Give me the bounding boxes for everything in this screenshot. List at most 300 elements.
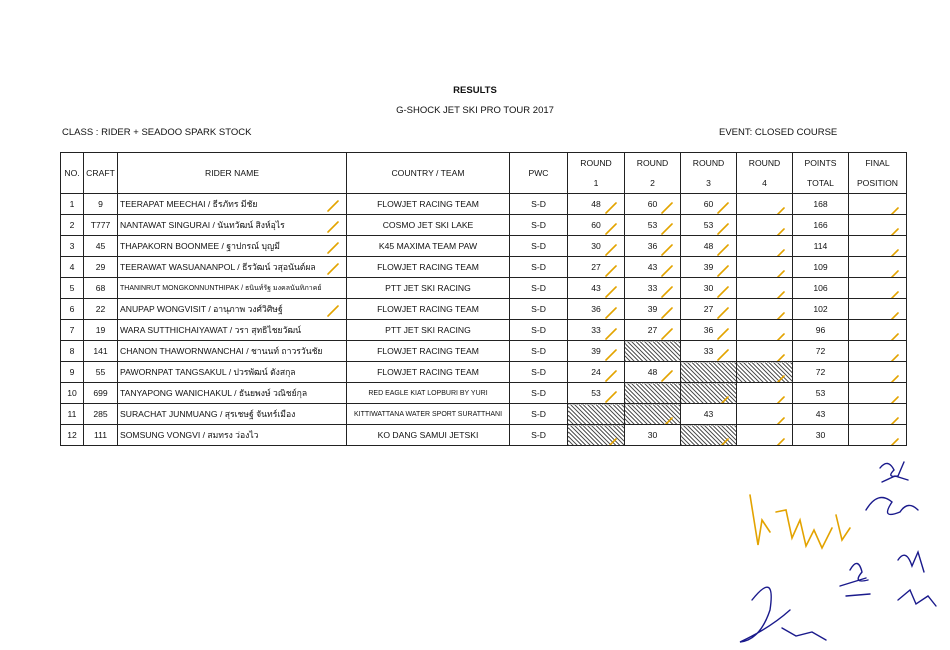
check-mark-icon (326, 262, 340, 276)
cell-points-total-text: 109 (813, 262, 828, 272)
cell-round-4 (737, 299, 793, 320)
cell-final-position (849, 215, 907, 236)
cell-round-2-text: 33 (647, 283, 658, 293)
check-mark-icon (604, 222, 618, 236)
cell-pwc (510, 215, 568, 236)
check-mark-icon (772, 269, 786, 278)
check-mark-icon (660, 416, 674, 425)
cell-rider-text: NANTAWAT SINGURAI / นันทวัฒน์ สิงห์อุไร (120, 220, 285, 230)
cell-pwc-text: S-D (531, 262, 546, 272)
cell-round-1 (568, 320, 625, 341)
check-mark-icon (772, 248, 786, 257)
cell-rider-text: WARA SUTTHICHAIYAWAT / วรา สุทธิไชยวัฒน์ (120, 325, 302, 335)
cell-craft (84, 194, 118, 215)
cell-pwc (510, 341, 568, 362)
cell-craft-text: 699 (93, 388, 108, 398)
event-name: G-SHOCK JET SKI PRO TOUR 2017 (396, 105, 554, 116)
table-row (61, 362, 907, 383)
cell-round-1-text: 48 (591, 199, 601, 209)
cell-craft (84, 383, 118, 404)
table-row (61, 236, 907, 257)
cell-rider (118, 278, 347, 299)
cell-round-3 (681, 383, 737, 404)
cell-team-text: KO DANG SAMUI JETSKI (377, 430, 479, 440)
check-mark-icon (772, 374, 786, 383)
cell-pwc (510, 383, 568, 404)
cell-points-total-text: 30 (815, 430, 826, 440)
col-points: POINTS (793, 153, 849, 174)
cell-craft-text: 9 (98, 199, 103, 209)
cell-team (347, 383, 510, 404)
cell-round-3 (681, 257, 737, 278)
cell-pwc (510, 320, 568, 341)
cell-no-text: 1 (69, 199, 75, 209)
cell-team (347, 425, 510, 446)
cell-round-2 (625, 194, 681, 215)
check-mark-icon (604, 201, 618, 215)
cell-round-1-text: 53 (591, 388, 601, 398)
cell-team-text: FLOWJET RACING TEAM (377, 262, 479, 272)
cell-round-1 (568, 215, 625, 236)
cell-no (61, 236, 84, 257)
cell-round-4 (737, 425, 793, 446)
cell-round-3 (681, 215, 737, 236)
cell-points-total (793, 320, 849, 341)
cell-round-1-text: 36 (591, 304, 601, 314)
cell-points-total-text: 72 (815, 346, 826, 356)
check-mark-icon (772, 437, 786, 446)
cell-round-2 (625, 257, 681, 278)
cell-round-3 (681, 278, 737, 299)
check-mark-icon (772, 353, 786, 362)
cell-pwc-text: S-D (531, 388, 546, 398)
cell-final-position (849, 425, 907, 446)
cell-rider-text: TEERAWAT WASUANANPOL / ธีรวัฒน์ วสุอนันต์ผล (120, 262, 316, 272)
cell-round-4 (737, 383, 793, 404)
table-row (61, 425, 907, 446)
cell-craft-text: 111 (93, 430, 108, 440)
cell-round-1 (568, 257, 625, 278)
cell-round-4 (737, 278, 793, 299)
check-mark-icon (660, 285, 674, 299)
cell-no (61, 215, 84, 236)
cell-round-2-text: 53 (647, 220, 658, 230)
cell-craft (84, 404, 118, 425)
col-pwc: PWC (510, 153, 568, 194)
cell-rider (118, 341, 347, 362)
cell-round-2-text: 36 (647, 241, 658, 251)
cell-craft-text: 285 (93, 409, 108, 419)
cell-points-total-text: 72 (815, 367, 826, 377)
cell-round-3-text: 27 (703, 304, 714, 314)
check-mark-icon (886, 269, 900, 278)
cell-rider-text: CHANON THAWORNWANCHAI / ชานนท์ ถาวรวันชัย (120, 346, 323, 356)
check-mark-icon (886, 311, 900, 320)
col-round1: ROUND (568, 153, 625, 174)
cell-craft-text: T777 (90, 220, 111, 230)
col-team: COUNTRY / TEAM (347, 153, 510, 194)
cell-final-position (849, 320, 907, 341)
cell-final-position (849, 362, 907, 383)
cell-rider (118, 425, 347, 446)
cell-rider-text: TANYAPONG WANICHAKUL / ธันยพงษ์ วณิชย์กุล (120, 388, 308, 398)
check-mark-icon (716, 348, 730, 362)
cell-round-3-text: 60 (703, 199, 714, 209)
cell-no (61, 299, 84, 320)
cell-no-text: 4 (69, 262, 75, 272)
check-mark-icon (326, 304, 340, 318)
cell-no (61, 404, 84, 425)
cell-round-4 (737, 320, 793, 341)
cell-rider-text: SOMSUNG VONGVI / สมทรง ว่องไว (120, 430, 259, 440)
cell-no-text: 12 (67, 430, 77, 440)
cell-round-2 (625, 341, 681, 362)
cell-rider-text: THAPAKORN BOONMEE / ฐาปกรณ์ บุญมี (120, 241, 280, 251)
cell-round-2 (625, 236, 681, 257)
cell-round-3-text: 53 (703, 220, 714, 230)
check-mark-icon (604, 306, 618, 320)
col-round3: ROUND (681, 153, 737, 174)
cell-points-total (793, 257, 849, 278)
check-mark-icon (772, 311, 786, 320)
cell-round-1-text: 43 (591, 283, 601, 293)
cell-round-2-text: 27 (647, 325, 658, 335)
cell-round-1 (568, 383, 625, 404)
results-table (60, 152, 907, 446)
cell-pwc (510, 278, 568, 299)
cell-round-4 (737, 257, 793, 278)
cell-round-3-text: 48 (703, 241, 714, 251)
cell-round-3-text: 39 (703, 262, 714, 272)
cell-round-1-text: 30 (591, 241, 601, 251)
cell-no (61, 362, 84, 383)
cell-rider-text: THANINRUT MONGKONNUNTHIPAK / ธนินท์รัฐ มงคลนันทิภาคย์ (120, 284, 322, 292)
check-mark-icon (886, 227, 900, 236)
cell-points-total (793, 383, 849, 404)
cell-round-3 (681, 299, 737, 320)
cell-points-total (793, 362, 849, 383)
cell-pwc-text: S-D (531, 430, 546, 440)
cell-round-3 (681, 362, 737, 383)
cell-round-3 (681, 425, 737, 446)
cell-no (61, 425, 84, 446)
check-mark-icon (886, 395, 900, 404)
cell-points-total-text: 114 (813, 241, 828, 251)
check-mark-icon (772, 332, 786, 341)
cell-pwc-text: S-D (531, 241, 546, 251)
cell-pwc (510, 257, 568, 278)
cell-round-3-text: 43 (703, 409, 714, 419)
cell-final-position (849, 341, 907, 362)
cell-pwc-text: S-D (531, 325, 546, 335)
cell-team-text: KITTIWATTANA WATER SPORT SURATTHANI (353, 410, 503, 418)
cell-round-1 (568, 299, 625, 320)
cell-craft (84, 278, 118, 299)
cell-no (61, 341, 84, 362)
check-mark-icon (886, 437, 900, 446)
cell-no-text: 10 (67, 388, 77, 398)
cell-pwc (510, 299, 568, 320)
cell-round-4 (737, 194, 793, 215)
cell-round-3 (681, 194, 737, 215)
cell-points-total-text: 96 (815, 325, 826, 335)
cell-round-4 (737, 404, 793, 425)
cell-points-total-text: 102 (813, 304, 828, 314)
cell-round-1 (568, 404, 625, 425)
cell-no-text: 3 (69, 241, 75, 251)
check-mark-icon (660, 327, 674, 341)
cell-round-2-text: 30 (647, 430, 658, 440)
col-no: NO. (61, 153, 84, 194)
cell-pwc (510, 362, 568, 383)
cell-team (347, 341, 510, 362)
cell-team (347, 236, 510, 257)
cell-points-total-text: 168 (813, 199, 828, 209)
table-row (61, 194, 907, 215)
cell-no (61, 320, 84, 341)
cell-team-text: FLOWJET RACING TEAM (377, 199, 479, 209)
cell-no-text: 9 (69, 367, 75, 377)
cell-team-text: PTT JET SKI RACING (385, 283, 471, 293)
cell-points-total (793, 341, 849, 362)
cell-team (347, 215, 510, 236)
check-mark-icon (604, 348, 618, 362)
cell-round-3-text: 33 (703, 346, 714, 356)
col-rider: RIDER NAME (118, 153, 347, 194)
cell-round-1-text: 24 (591, 367, 601, 377)
cell-craft (84, 236, 118, 257)
check-mark-icon (772, 206, 786, 215)
col-position: POSITION (849, 173, 907, 194)
check-mark-icon (660, 306, 674, 320)
event-label: EVENT: CLOSED COURSE (719, 127, 838, 138)
cell-craft (84, 320, 118, 341)
cell-rider (118, 194, 347, 215)
cell-craft-text: 22 (95, 304, 106, 314)
cell-no-text: 2 (69, 220, 75, 230)
table-row (61, 215, 907, 236)
cell-round-4 (737, 362, 793, 383)
cell-pwc (510, 404, 568, 425)
check-mark-icon (660, 222, 674, 236)
cell-round-2 (625, 320, 681, 341)
check-mark-icon (716, 222, 730, 236)
cell-team-text: PTT JET SKI RACING (385, 325, 471, 335)
cell-round-2 (625, 383, 681, 404)
cell-pwc (510, 236, 568, 257)
cell-rider (118, 362, 347, 383)
table-row (61, 404, 907, 425)
cell-craft-text: 55 (95, 367, 106, 377)
cell-rider-text: SURACHAT JUNMUANG / สุรเชษฐ์ จันทร์เมือง (120, 409, 296, 419)
cell-no-text: 11 (67, 409, 77, 419)
check-mark-icon (604, 390, 618, 404)
check-mark-icon (604, 327, 618, 341)
cell-craft (84, 215, 118, 236)
cell-round-2-text: 43 (647, 262, 658, 272)
cell-rider (118, 404, 347, 425)
col-round3-num: 3 (681, 173, 737, 194)
cell-round-1 (568, 236, 625, 257)
cell-final-position (849, 404, 907, 425)
cell-final-position (849, 278, 907, 299)
check-mark-icon (772, 227, 786, 236)
check-mark-icon (716, 306, 730, 320)
cell-no (61, 194, 84, 215)
cell-team (347, 320, 510, 341)
check-mark-icon (604, 243, 618, 257)
cell-round-3 (681, 341, 737, 362)
check-mark-icon (326, 241, 340, 255)
cell-pwc-text: S-D (531, 199, 546, 209)
cell-team (347, 362, 510, 383)
col-round2: ROUND (625, 153, 681, 174)
check-mark-icon (886, 353, 900, 362)
results-title: RESULTS (453, 85, 497, 96)
cell-round-3-text: 30 (703, 283, 714, 293)
cell-round-1 (568, 425, 625, 446)
check-mark-icon (660, 369, 674, 383)
cell-final-position (849, 299, 907, 320)
cell-round-2 (625, 299, 681, 320)
cell-craft-text: 29 (95, 262, 106, 272)
cell-points-total (793, 425, 849, 446)
cell-team (347, 299, 510, 320)
cell-craft-text: 45 (95, 241, 106, 251)
cell-round-3 (681, 320, 737, 341)
cell-no (61, 278, 84, 299)
cell-points-total (793, 236, 849, 257)
check-mark-icon (772, 290, 786, 299)
check-mark-icon (326, 220, 340, 234)
cell-rider (118, 236, 347, 257)
cell-craft (84, 299, 118, 320)
cell-rider (118, 215, 347, 236)
cell-round-1 (568, 278, 625, 299)
table-row (61, 278, 907, 299)
cell-round-3 (681, 236, 737, 257)
cell-points-total (793, 194, 849, 215)
cell-rider-text: ANUPAP WONGVISIT / อานุภาพ วงศ์วิศิษฐ์ (120, 304, 283, 314)
cell-pwc (510, 194, 568, 215)
check-mark-icon (772, 395, 786, 404)
col-total: TOTAL (793, 173, 849, 194)
cell-team-text: FLOWJET RACING TEAM (377, 304, 479, 314)
cell-points-total-text: 53 (815, 388, 826, 398)
cell-team (347, 278, 510, 299)
cell-points-total (793, 215, 849, 236)
check-mark-icon (660, 243, 674, 257)
check-mark-icon (604, 285, 618, 299)
cell-team (347, 257, 510, 278)
cell-round-2 (625, 425, 681, 446)
check-mark-icon (886, 206, 900, 215)
check-mark-icon (886, 332, 900, 341)
col-round2-num: 2 (625, 173, 681, 194)
cell-craft-text: 141 (93, 346, 108, 356)
cell-round-1-text: 33 (591, 325, 601, 335)
cell-pwc-text: S-D (531, 367, 546, 377)
check-mark-icon (604, 437, 618, 446)
cell-round-2 (625, 215, 681, 236)
check-mark-icon (886, 248, 900, 257)
check-mark-icon (716, 243, 730, 257)
cell-round-2-text: 60 (647, 199, 658, 209)
check-mark-icon (886, 374, 900, 383)
cell-team-text: RED EAGLE KIAT LOPBURI BY YURI (368, 389, 488, 397)
cell-pwc-text: S-D (531, 346, 546, 356)
cell-craft-text: 19 (95, 325, 106, 335)
cell-points-total (793, 278, 849, 299)
cell-points-total-text: 166 (813, 220, 828, 230)
check-mark-icon (886, 416, 900, 425)
cell-round-4 (737, 341, 793, 362)
cell-round-2 (625, 278, 681, 299)
cell-pwc-text: S-D (531, 409, 546, 419)
cell-points-total-text: 43 (815, 409, 826, 419)
cell-rider (118, 299, 347, 320)
check-mark-icon (716, 201, 730, 215)
cell-round-4 (737, 215, 793, 236)
table-row (61, 257, 907, 278)
cell-final-position (849, 257, 907, 278)
cell-no-text: 8 (69, 346, 75, 356)
cell-final-position (849, 194, 907, 215)
cell-round-3-text: 36 (703, 325, 714, 335)
check-mark-icon (886, 290, 900, 299)
cell-rider-text: TEERAPAT MEECHAI / ธีรภัทร มีชัย (120, 199, 258, 209)
table-row (61, 341, 907, 362)
col-craft: CRAFT (84, 153, 118, 194)
cell-round-2 (625, 362, 681, 383)
cell-rider (118, 383, 347, 404)
check-mark-icon (716, 264, 730, 278)
cell-round-2-text: 39 (647, 304, 658, 314)
cell-round-1 (568, 341, 625, 362)
cell-round-1-text: 39 (591, 346, 601, 356)
cell-round-1 (568, 362, 625, 383)
cell-team (347, 194, 510, 215)
check-mark-icon (326, 199, 340, 213)
cell-round-2-text: 48 (647, 367, 658, 377)
cell-round-3 (681, 404, 737, 425)
cell-team-text: K45 MAXIMA TEAM PAW (378, 241, 478, 251)
cell-pwc-text: S-D (531, 283, 546, 293)
check-mark-icon (716, 395, 730, 404)
cell-points-total-text: 106 (813, 283, 828, 293)
check-mark-icon (660, 201, 674, 215)
col-round4-num: 4 (737, 173, 793, 194)
cell-craft (84, 362, 118, 383)
check-mark-icon (604, 369, 618, 383)
check-mark-icon (660, 264, 674, 278)
cell-rider (118, 320, 347, 341)
table-row (61, 320, 907, 341)
cell-final-position (849, 236, 907, 257)
cell-craft (84, 257, 118, 278)
cell-team (347, 404, 510, 425)
cell-pwc-text: S-D (531, 220, 546, 230)
cell-no (61, 383, 84, 404)
col-final: FINAL (849, 153, 907, 174)
check-mark-icon (604, 264, 618, 278)
check-mark-icon (772, 416, 786, 425)
cell-team-text: FLOWJET RACING TEAM (377, 367, 479, 377)
table-row (61, 383, 907, 404)
cell-rider-text: PAWORNPAT TANGSAKUL / ปวรพัฒน์ ตังสกุล (120, 367, 296, 377)
cell-craft-text: 68 (95, 283, 106, 293)
check-mark-icon (716, 437, 730, 446)
